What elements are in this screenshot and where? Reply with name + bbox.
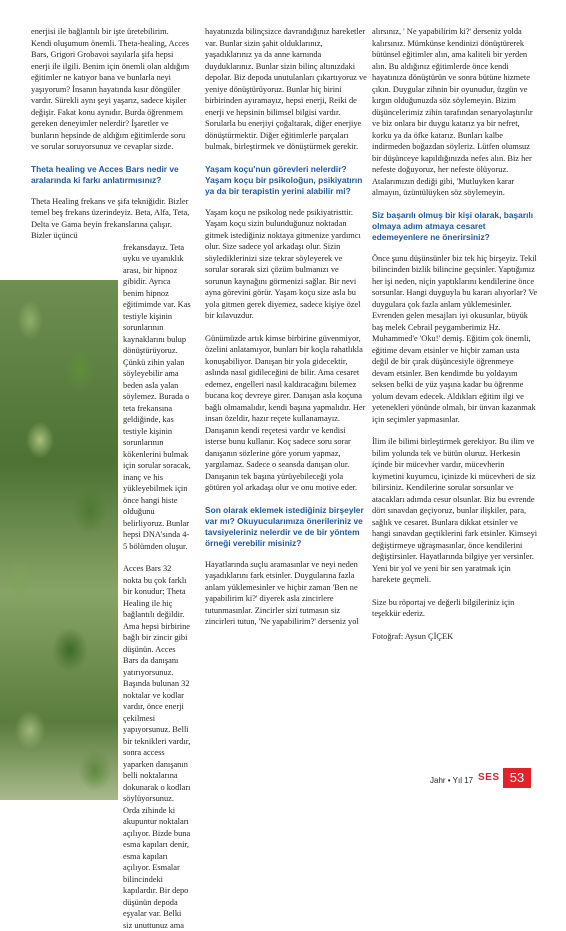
- paragraph: Günümüzde artık kimse birbirine güvenmiyor, özelini anlatamıyor, bunları bir koçla rahatlıkla konuşabiliyor. Danışan bir yola gidecektir, aslında nasıl gidileceğini de bilir. Ama cesaret edemez, engelleri nasıl kaldıracağını bilemez bucana koç devreye girer. Danışan asla koçuna bağlı olmamalıdır, kendi başına yapmalıdır. Her insan özeldir, hazır reçete kullanamayız. Danışanın kendi reçetesi vardır ve kendisi isterse bunu kullanır. Koç sadece soru sorar danışanın sözlerine göre yorum yapmaz, yargılamaz. Sadece o seansda danışan olur. Danışanın tek başına yürüyebileceği yola götüren yol arkadaşı olur ve onu motive eder.: [205, 333, 366, 492]
- paragraph: hayatınızda bilinçsizce davrandığınız hareketler var. Bunlar sizin şahit olduklarınız, yaşadıklarınız ya da anne karnında duyduklarınız. Bunlar sizin bilinç altınızdaki depolar. Biz depoda unutulanları çıkartıyoruz ve yeniye dönüştürüyoruz. Bunlar hiç birini birbirinden ayıramayız, hepsi enerji, Reiki de enerji ve hepsinin bilimsel bilgisi vardır. Sorularla bu enerjiyi çoğaltarak, diğer enerjiye dönüştürmektir. Diğer eğitimlerle parçaları bulmak, birleştirmek ve dönüştürmek gerekir.: [205, 27, 367, 151]
- article-column-1: [31, 26, 191, 930]
- issue-label: Jahr • Yıl 17: [430, 776, 474, 785]
- paragraph: Önce şunu düşünsünler biz tek hiç birşeyiz. Tekil bilincinden bizlik bilincine geçsinler. Yaptığımız her işi neden, niçin yaptıklarını kendilerine önce sorsunlar. Hangi duyguyla bu kararı alıyorlar? Ve duygulara çok fazla anlam yüklemesinler. Evrenden gelen mesajları iyi okusunlar, büyük baş melek Cebrail peygamberimiz Hz. Muhammed'e 'Oku!' demiş. Eğitim çok önemli, eğitime devam etsinler ve hiçbir zaman usta değil de bir çırak düşüncesiyle öğrenmeye devam etsinler. Ben kendimde bu yoldayım seksen belki de yüz yaşına kadar bu öğrenme yolum devam edecek. Aldıkları eğitim ilgi ve yetenekleri yönünde olmalı, bir ünvan kazanmak için seçimler yapmasınlar.: [372, 253, 538, 424]
- paragraph: Hayatlarında suçlu aramasınlar ve neyi neden yaşadıklarını fark etsinler. Duygularına fazla anlam yüklemesinler ve hiçbir zaman 'Ben ne yapabilirim ki?' diyerek asla zincirlere tutunmasınlar. Zincirler sizi tutmasın siz zincirleri tutun, 'Ne yapabilirim?' derseniz yol: [205, 559, 359, 626]
- paragraph: frekansdayız. Teta uyku ve uyanıklık arası, bir hipnoz gibidir. Ayrıca benim hipnoz eğitimimde var. Kas testiyle kişinin sorunlarının kaynaklarını bulup dönüştürüyoruz. Çünkü zihin yalan söyleyebilir ama beden asla yalan söylemez. Burada o teta frekansına geldiğinde, kas testiyle kişinin sorunlarının kökenlerini bulmak için sorular soracak, inanç ve his yükleyebilmek için önce hangi histe olduğunu belirliyoruz. Bunlar hepsi DNA'sında 4-5 bölümden oluşur.: [123, 242, 191, 551]
- article-column-2: [205, 26, 367, 639]
- paragraph: Theta Healing frekans ve şifa tekniğidir. Bizler temel beş frekans üzerindeyiz. Beta, Alfa, Teta, Delta ve Gama beyin frekanslarına çalışır. Bizler üçüncü: [31, 196, 190, 240]
- paragraph: Acces Bars 32 nokta bu çok farklı bir konudur; Theta Healing ile hiç bağlantılı değildir. Ama hepsi birbirine bağlı bir zincir gibi düşünün. Acces Bars da danışanı yatırıyorsunuz. Başında bulunan 32 noktalar ve kodlar vardır, önce enerji çekilmesi yapıyorsunuz. Belli bir teknikleri vardır, sonra access yaparken danışanın belli noktalarına dokunarak o kodları söylüyorsunuz. Orda zihinde ki akupuntur noktaları açılıyor. Bizde buna esma kapıları denir, esma kapıları açılıyor. Esmalar bilincindeki kapılardır. Bir depo düşünün depoda eşyalar var. Belki siz unuttunuz ama: [123, 564, 191, 930]
- question-heading: Theta healing ve Acces Bars nedir ve aralarında ki farkı anlatırmısınız?: [31, 163, 179, 185]
- paragraph: enerjisi ile bağlantılı bir işte üretebilirim. Kendi oluşumum önemli. Theta-healing, Acces Bars, Grigori Grobavoi sayılarla şifa hepsi enerji ile ilgili. Benim için önemli olan aldığım eğitimler ne katıyor bana ve bunlarla neyi yaşıyorum? İnsanın hayatında kısır döngüler vardır. Sürekli aynı şeyi yaşarız, sadece kişiler değişir. Fakat konu aynıdır. Burda öğrenmem gereken deneyimler nelerdir? İşaretler ve bunların hepsinde de aldığım eğitimlerde soru ve sorular soruyorsunuz ve cevaplar sizde.: [31, 27, 190, 151]
- article-column-3: [372, 26, 538, 653]
- question-heading: Son olarak eklemek istediğiniz birşeyler var mı? Okuyucularımıza önerileriniz ve tavsiyeleriniz nelerdir ve de bir yöntem örneği verebilir misiniz?: [205, 504, 364, 548]
- paragraph: Yaşam koçu ne psikolog nede psikiyatristtir. Yaşam koçu sizin bulunduğunuz noktadan gitmek istediğiniz noktaya gitmenize yardımcı olur. Size sadece yol arkadaşı olur. Sizin söylediklerinizi size tekrar söyleyerek ve sorular sorarak sizi çözüm bulmanızı ve sorunun kaynağını görmenizi sağlar. Bir nevi ayna görevini görür. Yaşam koçu size asla bu yola gitmen gerek diyemez, sadece kişiye özel bir kılavuzdur.: [205, 207, 361, 320]
- paragraph: alırsınız, ' Ne yapabilirim ki?' derseniz yolda kalırsınız. Mümkünse kendinizi dönüştürerek bütünsel eğitimler alın, ama kaliteli bir yerden alın. Bu aldığınız eğitimlerde önce kendi hayatınıza dönüştürün ve sonra bütüne hizmete çıkın. Duygular zihnin bir oyunudur, üzgün ve kırgın olduğunuzda söz söylemeyin. Bizim düşüncelerimiz zihin tarafından senaryolaştırılır ve biz onlara bir duygu katarız ya bir nefret, korku ya da öfke katarız. Bunları kalbe indirmeden boğazdan söyleriz. Lütfen olumsuz bir düşünceye kapıldığınızda nefes alın. Biz her nefeste doğuyoruz, her nefeste ölüyoruz. Atalarımızın dediği gibi, 'Mutluyken karar almayın, üzüntülüyken söz söylemeyin.: [372, 27, 533, 197]
- photo-credit: Fotoğraf: Aysun ÇİÇEK: [372, 631, 454, 641]
- question-heading: Yaşam koçu'nun görevleri nelerdir? Yaşam koçu bir psikoloğun, psikiyatırın ya da bir terapistin yerini alabilir mi?: [205, 163, 363, 196]
- paragraph: İlim ile bilimi birleştirmek gerekiyor. Bu ilim ve bilim yolunda tek ve bütün oluruz. Herkesin içinde bir mücevher vardır, mücevherin kıymetini kuyumcu, içinizde ki mücevheri de siz bilirsiniz. Kendilerine sorular sorsunlar ve atacakları adımda cesur olsunlar. Biz bu evrende dört sınavdan geçiyoruz, bunlar ilişkiler, para, sağlık ve cesaret. Bunlara dikkat etsinler ve hangi sınavdan geçtiklerini fark etsinler. Kimseyi değiştirmeye uğraşmasınlar, önce kendilerini değiştirsinler. Hayatlarında bilgiye yer versinler. Yeni bir yol ve yeni bir sen yaratmak için harekete geçmeli.: [372, 437, 538, 584]
- magazine-logo: SES: [478, 772, 500, 783]
- question-heading: Siz başarılı olmuş bir kişi olarak, başarılı olmaya adım atmaya cesaret edemeyenlere ne önerirsiniz?: [372, 209, 534, 242]
- paragraph: Size bu röportaj ve değerli bilgileriniz için teşekkür ederiz.: [372, 597, 515, 618]
- page-number: 53: [503, 768, 531, 788]
